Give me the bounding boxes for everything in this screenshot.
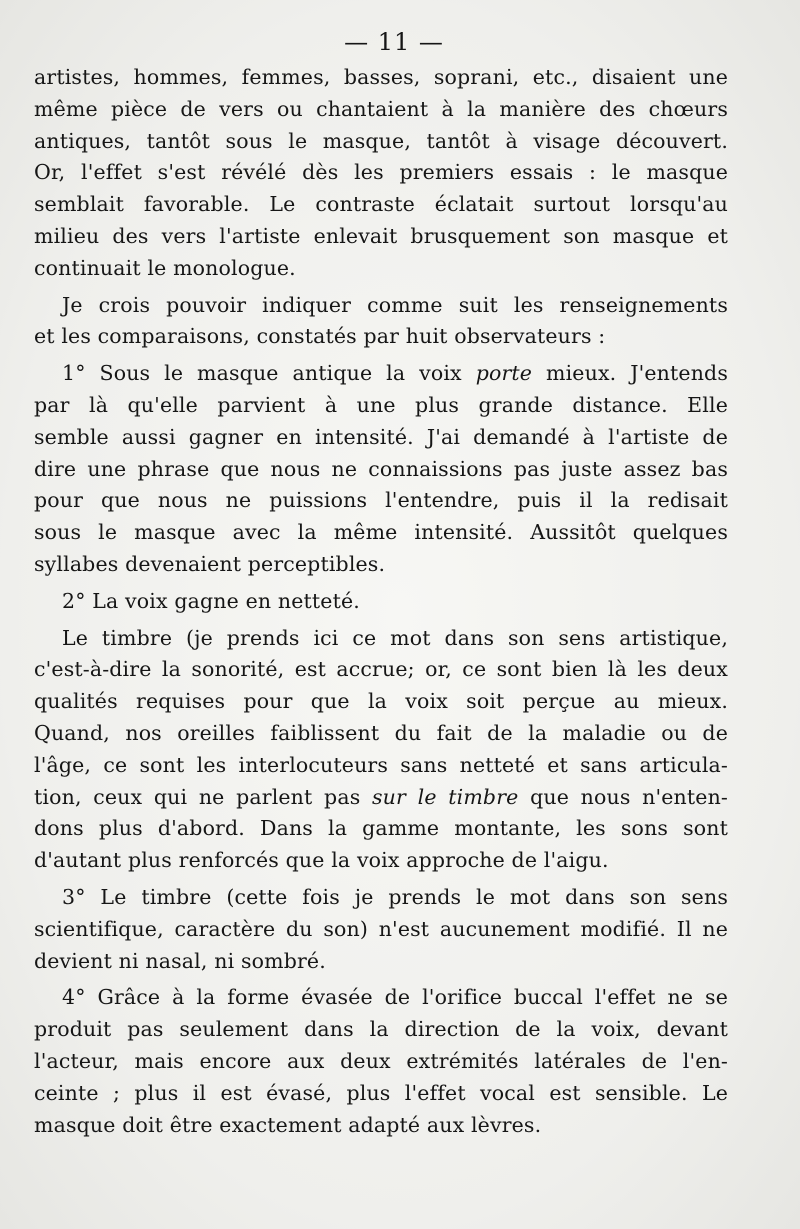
text-line: 1° Sous le masque antique la voix porte mieux. J'entends [62, 361, 728, 386]
paragraph [34, 358, 728, 581]
page-number: — 11 — [344, 28, 444, 56]
text-line: artistes, hommes, femmes, basses, soprani, etc., disaient une [34, 65, 728, 89]
text-line: syllabes devenaient perceptibles. [34, 551, 386, 576]
text-line: tion, ceux qui ne parlent pas sur le timbre que nous n'enten- [34, 784, 728, 809]
paragraph [34, 62, 728, 285]
text-line: 3° Le timbre (cette fois je prends le mot dans son sens [62, 884, 728, 909]
paragraph [34, 623, 728, 877]
paragraph [34, 882, 728, 977]
text-line: devient ni nasal, ni sombré. [34, 948, 326, 973]
text-line: et les comparaisons, constatés par huit observateurs : [34, 324, 606, 349]
text-line: scientifique, caractère du son) n'est aucunement modifié. Il ne [34, 916, 728, 941]
text-line: Le timbre (je prends ici ce mot dans son sens artistique, [62, 625, 728, 650]
paragraph [34, 290, 728, 354]
text-line: par là qu'elle parvient à une plus grande distance. Elle [34, 392, 728, 417]
text-line: pour que nous ne puissions l'entendre, puis il la redisait [34, 488, 728, 513]
text-line: dons plus d'abord. Dans la gamme montante, les sons sont [34, 816, 728, 841]
text-line: qualités requises pour que la voix soit perçue au mieux. [34, 689, 728, 714]
text-line: Or, l'effet s'est révélé dès les premiers essais : le masque [34, 160, 728, 185]
text-line: d'autant plus renforcés que la voix approche de l'aigu. [34, 848, 609, 873]
text-line: Je crois pouvoir indiquer comme suit les renseignements [62, 292, 728, 317]
text-line: l'acteur, mais encore aux deux extrémités latérales de l'en- [34, 1048, 728, 1073]
text-line: sous le masque avec la même intensité. Aussitôt quelques [34, 520, 728, 545]
text-line: continuait le monologue. [34, 255, 296, 280]
text-line: ceinte ; plus il est évasé, plus l'effet vocal est sensible. Le [34, 1080, 728, 1105]
text-line: dire une phrase que nous ne connaissions pas juste assez bas [34, 456, 728, 481]
text-line: même pièce de vers ou chantaient à la manière des chœurs [34, 96, 728, 121]
paragraph [34, 982, 728, 1141]
text-line: semble aussi gagner en intensité. J'ai demandé à l'artiste de [34, 424, 728, 449]
text-line: Quand, nos oreilles faiblissent du fait de la maladie ou de [34, 720, 728, 745]
paragraph [34, 586, 728, 618]
text-line: 4° Grâce à la forme évasée de l'orifice buccal l'effet ne se [62, 985, 728, 1010]
text-line: antiques, tantôt sous le masque, tantôt à visage découvert. [34, 128, 728, 153]
text-line: l'âge, ce sont les interlocuteurs sans netteté et sans articula- [34, 752, 728, 777]
text-line: semblait favorable. Le contraste éclatait surtout lorsqu'au [34, 192, 728, 217]
text-line: milieu des vers l'artiste enlevait brusquement son masque et [34, 223, 728, 248]
text-line: produit pas seulement dans la direction de la voix, devant [34, 1017, 728, 1042]
text-line: masque doit être exactement adapté aux lèvres. [34, 1112, 542, 1137]
text-line: c'est-à-dire la sonorité, est accrue; or, ce sont bien là les deux [34, 657, 728, 682]
text-line: 2° La voix gagne en netteté. [62, 588, 360, 613]
page-body-text [34, 62, 728, 1141]
